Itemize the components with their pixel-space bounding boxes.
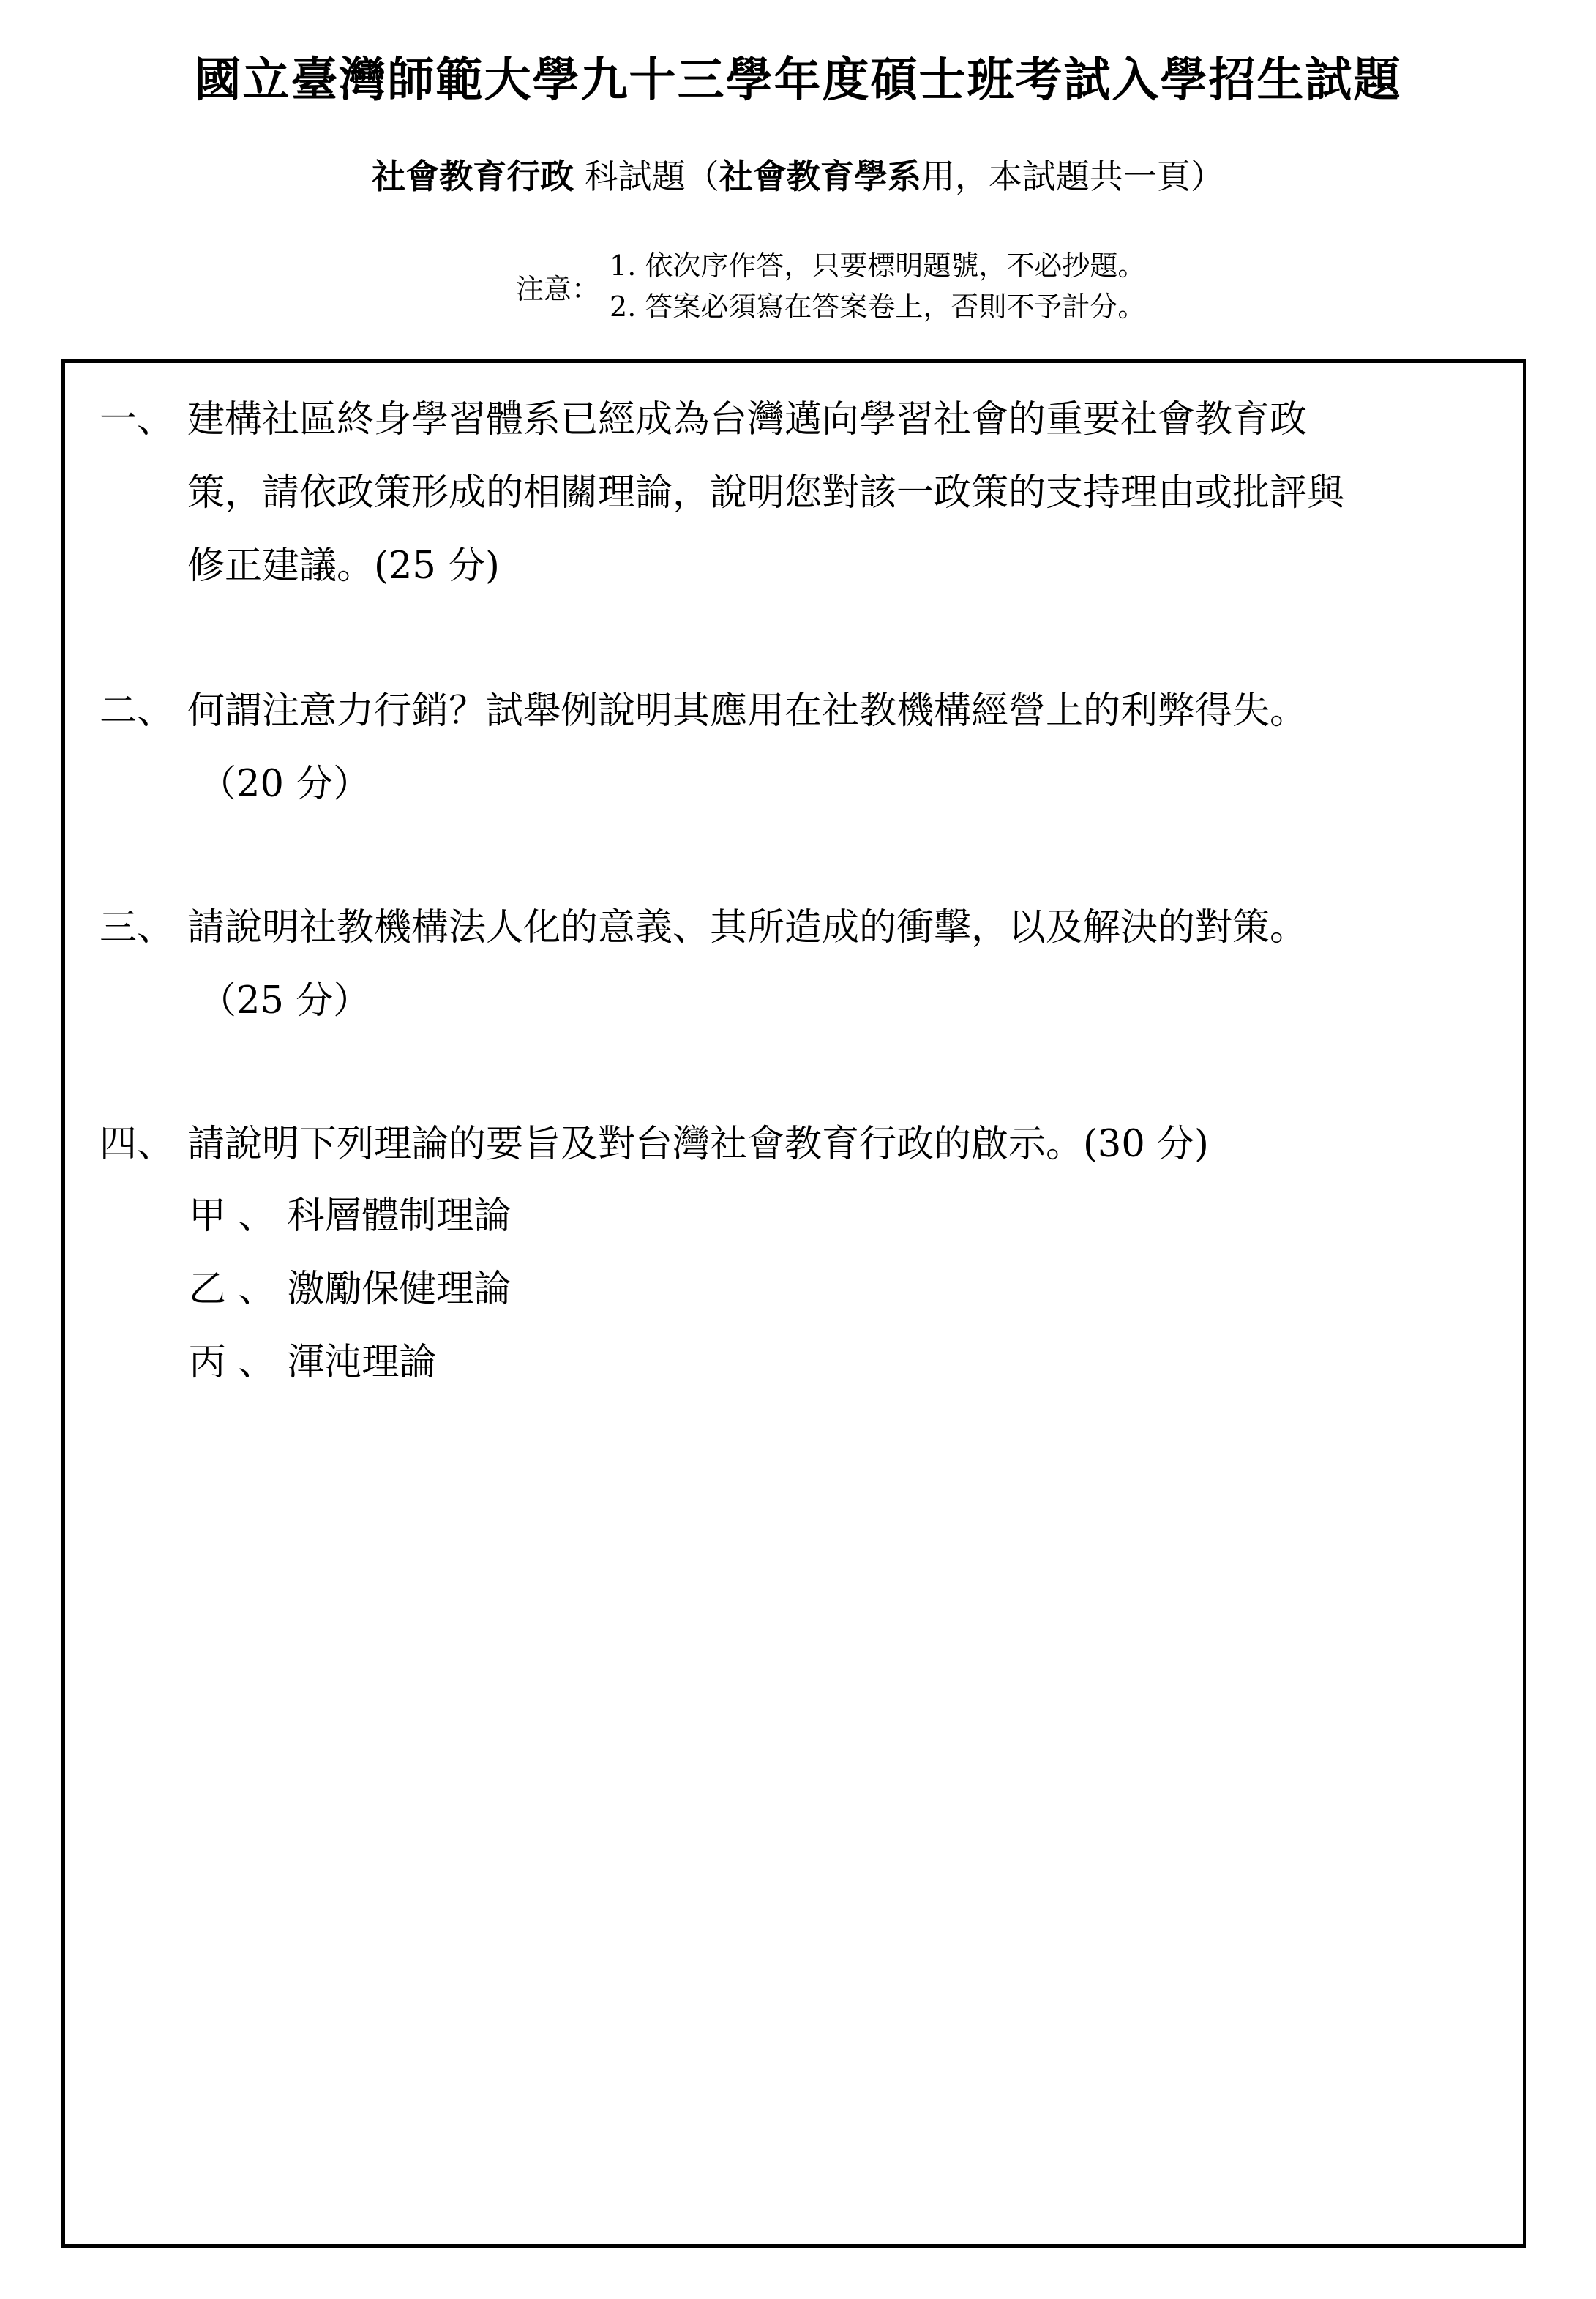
note-item: 2. 答案必須寫在答案卷上，否則不予計分。: [610, 291, 1146, 323]
question-body: [187, 675, 1307, 821]
note-item: 1. 依次序作答，只要標明題號，不必抄題。: [610, 250, 1146, 282]
question-body: [187, 891, 1307, 1038]
question-number: 一、: [100, 398, 175, 441]
question-line: 建構社區終身學習體系已經成為台灣邁向學習社會的重要社會教育政: [187, 398, 1308, 441]
question-body: [187, 384, 1344, 603]
theory-item: 甲 、 科層體制理論: [189, 1195, 512, 1238]
page-title: 國立臺灣師範大學九十三學年度碩士班考試入學招生試題: [194, 53, 1402, 108]
usage-note: 用，本試題共一頁）: [921, 157, 1224, 196]
question-line: 請說明下列理論的要旨及對台灣社會教育行政的啟示。(30 分): [187, 1123, 1209, 1166]
question-number: 二、: [100, 689, 175, 733]
notes-label: 注意：: [516, 272, 600, 305]
question-line: 修正建議。(25 分): [187, 545, 500, 588]
question-body: [187, 1108, 1209, 1181]
theory-item: 乙 、 激勵保健理論: [189, 1268, 512, 1311]
question-number: 四、: [100, 1123, 175, 1166]
question-score: （20 分）: [199, 763, 371, 806]
exam-notes: [516, 245, 1145, 327]
question-line: 策，請依政策形成的相關理論，說明您對該一政策的支持理由或批評與: [187, 471, 1345, 515]
question-line: 何謂注意力行銷？試舉例說明其應用在社教機構經營上的利弊得失。: [187, 689, 1308, 733]
exam-subtitle: [0, 157, 1596, 196]
question-line: 請說明社教機構法人化的意義、其所造成的衝擊，以及解決的對策。: [187, 906, 1308, 949]
subject-name: 社會教育行政: [372, 157, 574, 196]
question-number: 三、: [100, 906, 175, 949]
theory-item: 丙 、 渾沌理論: [189, 1341, 437, 1384]
department-name: 社會教育學系: [719, 157, 921, 196]
notes-list: [610, 245, 1145, 327]
theory-list: [189, 1180, 511, 1399]
question-score: （25 分）: [199, 979, 371, 1023]
subject-suffix: 科試題（: [584, 157, 719, 196]
